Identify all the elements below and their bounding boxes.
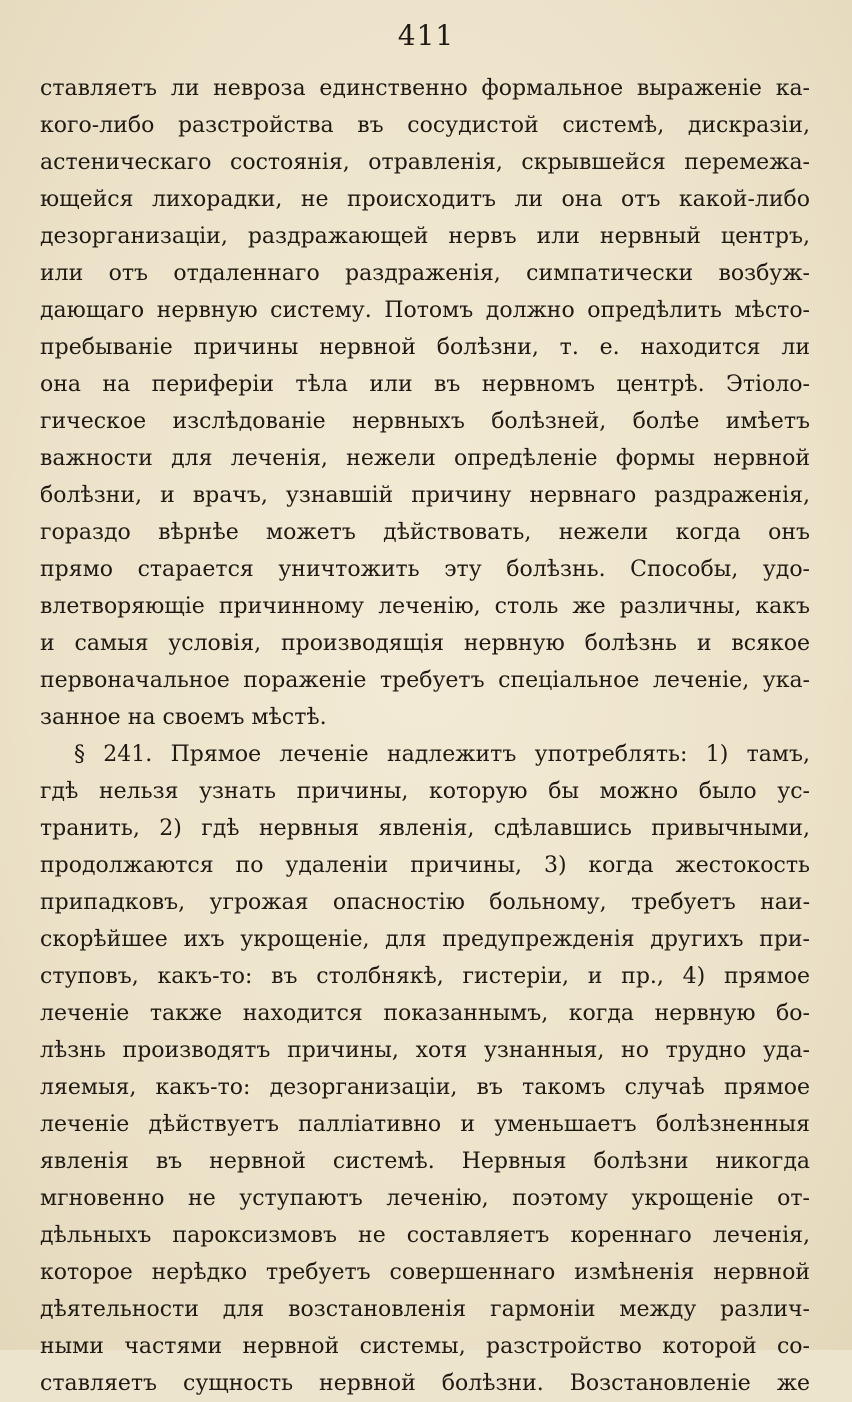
- text-line: лѣзнь производятъ причины, хотя узнанныя, но трудно уда-: [40, 1038, 810, 1063]
- text-line: которое нерѣдко требуетъ совершеннаго измѣненія нервной: [40, 1260, 810, 1285]
- text-line: дающаго нервную систему. Потомъ должно опредѣлить мѣсто-: [40, 298, 810, 323]
- text-line: прямо старается уничтожить эту болѣзнь. Способы, удо-: [40, 557, 810, 582]
- text-line: ступовъ, какъ-то: въ столбнякѣ, гистеріи, и пр., 4) прямое: [40, 964, 810, 989]
- text-line: гическое изслѣдованіе нервныхъ болѣзней, болѣе имѣетъ: [40, 409, 810, 434]
- text-line: дезорганизаціи, раздражающей нервъ или нервный центръ,: [40, 224, 810, 249]
- text-line: припадковъ, угрожая опасностію больному, требуетъ наи-: [40, 890, 810, 915]
- text-line: леченіе дѣйствуетъ паллiативно и уменьшаетъ болѣзненныя: [40, 1112, 810, 1137]
- text-line: и самыя условія, производящія нервную болѣзнь и всякое: [40, 631, 810, 656]
- text-line: ляемыя, какъ-то: дезорганизаціи, въ такомъ случаѣ прямое: [40, 1075, 810, 1100]
- text-line: ставляетъ сущность нервной болѣзни. Возстановленіе же: [40, 1371, 810, 1396]
- text-line: астеническаго состоянія, отравленія, скрывшейся перемежа-: [40, 150, 810, 175]
- text-line: продолжаются по удаленіи причины, 3) когда жестокость: [40, 853, 810, 878]
- text-line: гдѣ нельзя узнать причины, которую бы можно было ус-: [40, 779, 810, 804]
- text-line: влетворяющіе причинному леченію, столь же различны, какъ: [40, 594, 810, 619]
- text-line: болѣзни, и врачъ, узнавшій причину нервнаго раздраженія,: [40, 483, 810, 508]
- page-number: 411: [397, 19, 455, 52]
- text-line: гораздо вѣрнѣе можетъ дѣйствовать, нежели когда онъ: [40, 520, 810, 545]
- text-line: занное на своемъ мѣстѣ.: [40, 705, 327, 730]
- paragraph-2: [40, 736, 810, 1402]
- text-body: [40, 70, 810, 1402]
- text-line: или отъ отдаленнаго раздраженія, симпатически возбуж-: [40, 261, 810, 286]
- text-line: первоначальное пораженіе требуетъ спеціальное леченіе, ука-: [40, 668, 810, 693]
- text-line: ющейся лихорадки, не происходитъ ли она отъ какой-либо: [40, 187, 810, 212]
- text-line: ставляетъ ли невроза единственно формальное выраженіе ка-: [40, 76, 810, 101]
- text-line: скорѣйшее ихъ укрощеніе, для предупрежденія другихъ при-: [40, 927, 810, 952]
- section-heading-line: § 241. Прямое леченіе надлежитъ употреблять: 1) тамъ,: [74, 742, 810, 767]
- text-line: ными частями нервной системы, разстройство которой со-: [40, 1334, 810, 1359]
- text-line: транить, 2) гдѣ нервныя явленія, сдѣлавшись привычными,: [40, 816, 810, 841]
- text-line: дѣятельности для возстановленія гармоніи между различ-: [40, 1297, 810, 1322]
- text-line: мгновенно не уступаютъ леченію, поэтому укрощеніе от-: [40, 1186, 810, 1211]
- text-line: дѣльныхъ пароксизмовъ не составляетъ кореннаго леченія,: [40, 1223, 810, 1248]
- text-line: она на периферіи тѣла или въ нервномъ центрѣ. Этіоло-: [40, 372, 810, 397]
- text-line: кого-либо разстройства въ сосудистой системѣ, дискразіи,: [40, 113, 810, 138]
- text-line: явленія въ нервной системѣ. Нервныя болѣзни никогда: [40, 1149, 810, 1174]
- text-line: леченіе также находится показаннымъ, когда нервную бо-: [40, 1001, 810, 1026]
- paragraph-1: [40, 70, 810, 736]
- text-line: важности для леченія, нежели опредѣленіе формы нервной: [40, 446, 810, 471]
- text-line: пребываніе причины нервной болѣзни, т. е. находится ли: [40, 335, 810, 360]
